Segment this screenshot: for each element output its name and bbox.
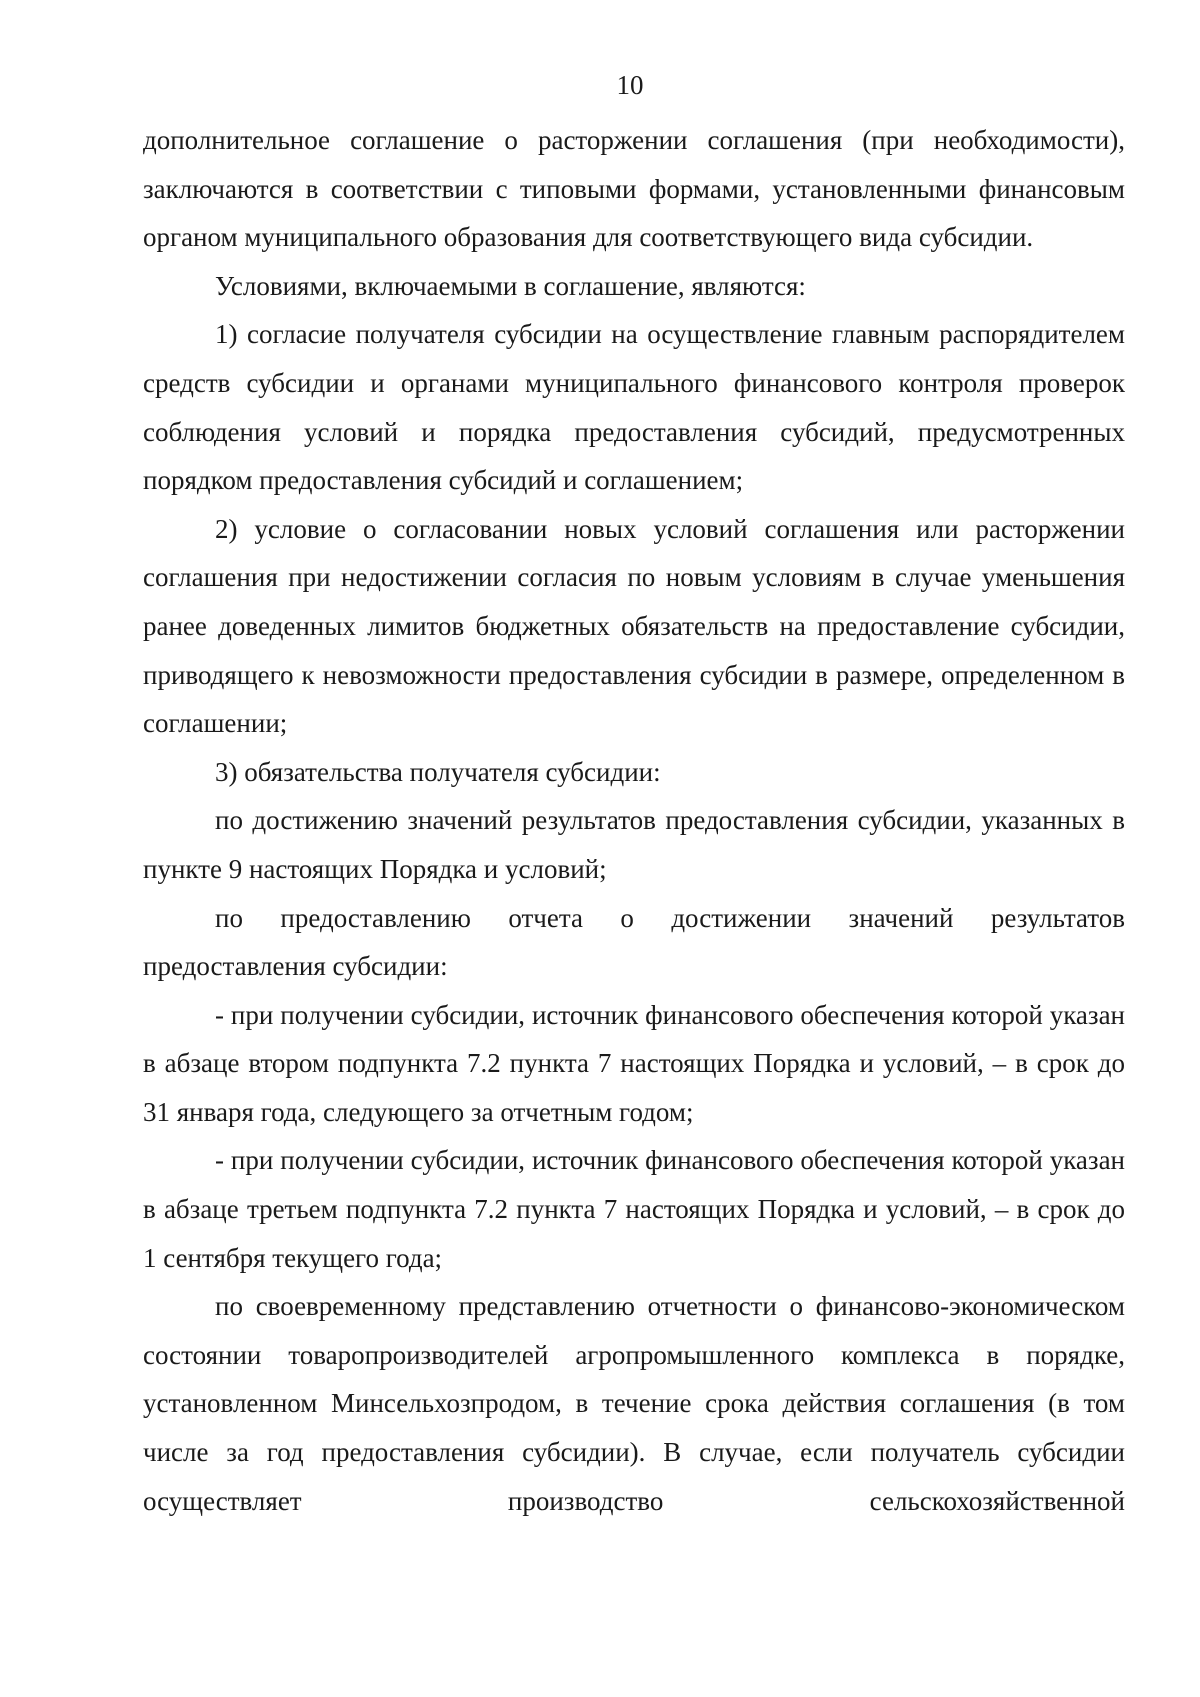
paragraph-obligation-results: по достижению значений результатов предоставления субсидии, указанных в пункте 9 настоящих Порядка и условий;	[143, 805, 1125, 884]
paragraph-report-deadline-2: - при получении субсидии, источник финансового обеспечения которой указан в абзаце третьем подпункта 7.2 пункта 7 настоящих Порядка и условий, – в срок до 1 сентября текущего года;	[143, 1145, 1125, 1273]
paragraph-condition-2: 2) условие о согласовании новых условий соглашения или расторжении соглашения при недостижении согласия по новым условиям в случае уменьшения ранее доведенных лимитов бюджетных обязательств на предоставление субсидии, приводящего к невозможности предоставления субсидии в размере, определенном в соглашении;	[143, 513, 1125, 739]
page-number: 10	[616, 70, 644, 100]
paragraph-obligation-financial-reporting: по своевременному представлению отчетности о финансово-экономическом состоянии товаропроизводителей агропромышленного комплекса в порядке, установленном Минсельхозпродом, в течение срока действия соглашения (в том числе за год предоставления субсидии). В случае, если получатель субсидии осуществляет производство сельскохозяйственной	[143, 1291, 1125, 1516]
paragraph-condition-1: 1) согласие получателя субсидии на осуществление главным распорядителем средств субсидии и органами муниципального финансового контроля проверок соблюдения условий и порядка предоставления субсидий, предусмотренных порядком предоставления субсидий и соглашением;	[143, 319, 1125, 496]
paragraph-continuation: дополнительное соглашение о расторжении соглашения (при необходимости), заключаются в соответствии с типовыми формами, установленными финансовым органом муниципального образования для соответствующего вида субсидии.	[143, 125, 1125, 253]
paragraph-conditions-intro: Условиями, включаемыми в соглашение, являются:	[215, 270, 806, 301]
document-body	[143, 116, 1125, 1525]
paragraph-report-deadline-1: - при получении субсидии, источник финансового обеспечения которой указан в абзаце втором подпункта 7.2 пункта 7 настоящих Порядка и условий, – в срок до 31 января года, следующего за отчетным годом;	[143, 999, 1125, 1127]
paragraph-condition-3: 3) обязательства получателя субсидии:	[215, 756, 661, 787]
paragraph-obligation-report: по предоставлению отчета о достижении значений результатов предоставления субсидии:	[143, 902, 1125, 982]
